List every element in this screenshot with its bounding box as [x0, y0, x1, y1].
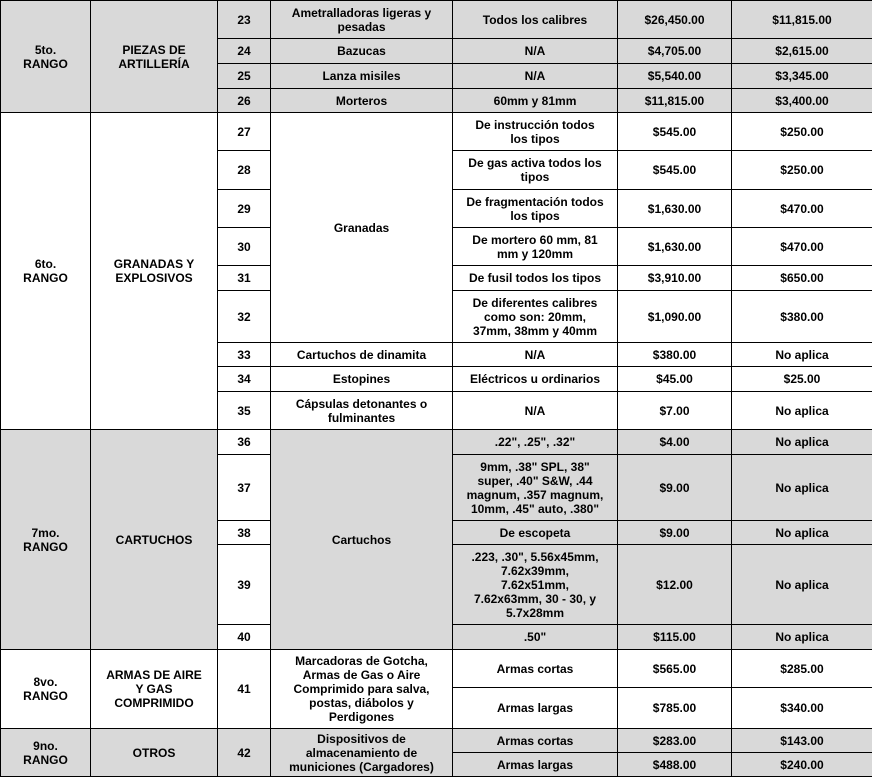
item-number: 38 [218, 521, 271, 545]
item-number: 42 [218, 729, 271, 777]
item-spec: .223, .30", 5.56x45mm, 7.62x39mm, 7.62x51mm, 7.62x63mm, 30 - 30, y 5.7x28mm [453, 545, 618, 625]
item-spec: Armas largas [453, 688, 618, 729]
item-price-1: $1,630.00 [618, 190, 732, 228]
item-price-2: No aplica [732, 521, 872, 545]
item-number: 35 [218, 392, 271, 430]
item-price-1: $5,540.00 [618, 64, 732, 89]
item-price-1: $4,705.00 [618, 39, 732, 64]
item-spec: N/A [453, 39, 618, 64]
item-number: 27 [218, 113, 271, 151]
item-price-1: $9.00 [618, 455, 732, 521]
item-price-2: $250.00 [732, 113, 872, 151]
item-price-2: $143.00 [732, 729, 872, 753]
item-number: 37 [218, 455, 271, 521]
item-price-2: $3,345.00 [732, 64, 872, 89]
item-name: Cápsulas detonantes o fulminantes [271, 392, 453, 430]
item-name: Morteros [271, 89, 453, 113]
item-spec: De instrucción todos los tipos [453, 113, 618, 151]
item-price-2: $240.00 [732, 753, 872, 777]
item-price-1: $545.00 [618, 113, 732, 151]
item-price-1: $45.00 [618, 367, 732, 392]
item-spec: Armas cortas [453, 729, 618, 753]
item-number: 31 [218, 266, 271, 291]
item-spec: .50" [453, 625, 618, 650]
item-price-1: $785.00 [618, 688, 732, 729]
item-spec: De escopeta [453, 521, 618, 545]
table-row [1, 430, 872, 455]
item-price-2: $25.00 [732, 367, 872, 392]
table-row [1, 650, 872, 688]
rank-cell: 5to. RANGO [1, 1, 91, 113]
item-spec: Todos los calibres [453, 1, 618, 39]
rank-cell: 6to. RANGO [1, 113, 91, 430]
item-price-2: $11,815.00 [732, 1, 872, 39]
item-price-1: $1,090.00 [618, 291, 732, 343]
item-price-2: $3,400.00 [732, 89, 872, 113]
item-price-1: $565.00 [618, 650, 732, 688]
rank-cell: 7mo. RANGO [1, 430, 91, 650]
item-price-1: $4.00 [618, 430, 732, 455]
item-price-2: $650.00 [732, 266, 872, 291]
item-spec: Armas cortas [453, 650, 618, 688]
item-number: 39 [218, 545, 271, 625]
item-price-2: No aplica [732, 455, 872, 521]
item-number: 30 [218, 228, 271, 266]
table-row [1, 113, 872, 151]
item-price-1: $7.00 [618, 392, 732, 430]
item-spec: Eléctricos u ordinarios [453, 367, 618, 392]
item-spec: 9mm, .38" SPL, 38" super, .40" S&W, .44 magnum, .357 magnum, 10mm, .45" auto, .380" [453, 455, 618, 521]
item-spec: N/A [453, 64, 618, 89]
item-name: Estopines [271, 367, 453, 392]
item-number: 32 [218, 291, 271, 343]
item-price-2: No aplica [732, 430, 872, 455]
item-price-1: $115.00 [618, 625, 732, 650]
item-price-1: $488.00 [618, 753, 732, 777]
category-cell: CARTUCHOS [91, 430, 218, 650]
item-name: Bazucas [271, 39, 453, 64]
item-number: 26 [218, 89, 271, 113]
item-spec: De mortero 60 mm, 81 mm y 120mm [453, 228, 618, 266]
item-spec: N/A [453, 343, 618, 367]
item-number: 40 [218, 625, 271, 650]
item-name: Marcadoras de Gotcha, Armas de Gas o Aire Comprimido para salva, postas, diábolos y Perdigones [271, 650, 453, 729]
item-number: 36 [218, 430, 271, 455]
item-number: 25 [218, 64, 271, 89]
item-number: 33 [218, 343, 271, 367]
item-spec: 60mm y 81mm [453, 89, 618, 113]
item-spec: N/A [453, 392, 618, 430]
item-number: 23 [218, 1, 271, 39]
item-price-2: $380.00 [732, 291, 872, 343]
item-name: Cartuchos [271, 430, 453, 650]
item-price-2: $250.00 [732, 151, 872, 190]
item-number: 24 [218, 39, 271, 64]
category-cell: GRANADAS Y EXPLOSIVOS [91, 113, 218, 430]
item-price-2: No aplica [732, 545, 872, 625]
item-spec: De fusil todos los tipos [453, 266, 618, 291]
rank-cell: 9no. RANGO [1, 729, 91, 777]
category-cell: ARMAS DE AIRE Y GAS COMPRIMIDO [91, 650, 218, 729]
item-number: 41 [218, 650, 271, 729]
item-price-2: $2,615.00 [732, 39, 872, 64]
item-price-2: No aplica [732, 625, 872, 650]
item-price-1: $545.00 [618, 151, 732, 190]
item-name: Lanza misiles [271, 64, 453, 89]
item-number: 29 [218, 190, 271, 228]
item-price-2: $470.00 [732, 190, 872, 228]
item-price-1: $1,630.00 [618, 228, 732, 266]
item-price-2: No aplica [732, 343, 872, 367]
table-row [1, 729, 872, 753]
item-name: Cartuchos de dinamita [271, 343, 453, 367]
table-row [1, 1, 872, 39]
item-name: Granadas [271, 113, 453, 343]
item-spec: De gas activa todos los tipos [453, 151, 618, 190]
item-price-2: $340.00 [732, 688, 872, 729]
item-price-1: $9.00 [618, 521, 732, 545]
item-price-2: No aplica [732, 392, 872, 430]
item-number: 28 [218, 151, 271, 190]
item-spec: De diferentes calibres como son: 20mm, 37mm, 38mm y 40mm [453, 291, 618, 343]
item-price-2: $285.00 [732, 650, 872, 688]
item-name: Dispositivos de almacenamiento de municiones (Cargadores) [271, 729, 453, 777]
item-number: 34 [218, 367, 271, 392]
category-cell: PIEZAS DE ARTILLERÍA [91, 1, 218, 113]
item-price-1: $26,450.00 [618, 1, 732, 39]
item-name: Ametralladoras ligeras y pesadas [271, 1, 453, 39]
item-price-2: $470.00 [732, 228, 872, 266]
item-price-1: $283.00 [618, 729, 732, 753]
item-spec: Armas largas [453, 753, 618, 777]
category-cell: OTROS [91, 729, 218, 777]
rank-cell: 8vo. RANGO [1, 650, 91, 729]
item-spec: .22", .25", .32" [453, 430, 618, 455]
item-price-1: $11,815.00 [618, 89, 732, 113]
item-price-1: $3,910.00 [618, 266, 732, 291]
item-spec: De fragmentación todos los tipos [453, 190, 618, 228]
item-price-1: $380.00 [618, 343, 732, 367]
item-price-1: $12.00 [618, 545, 732, 625]
